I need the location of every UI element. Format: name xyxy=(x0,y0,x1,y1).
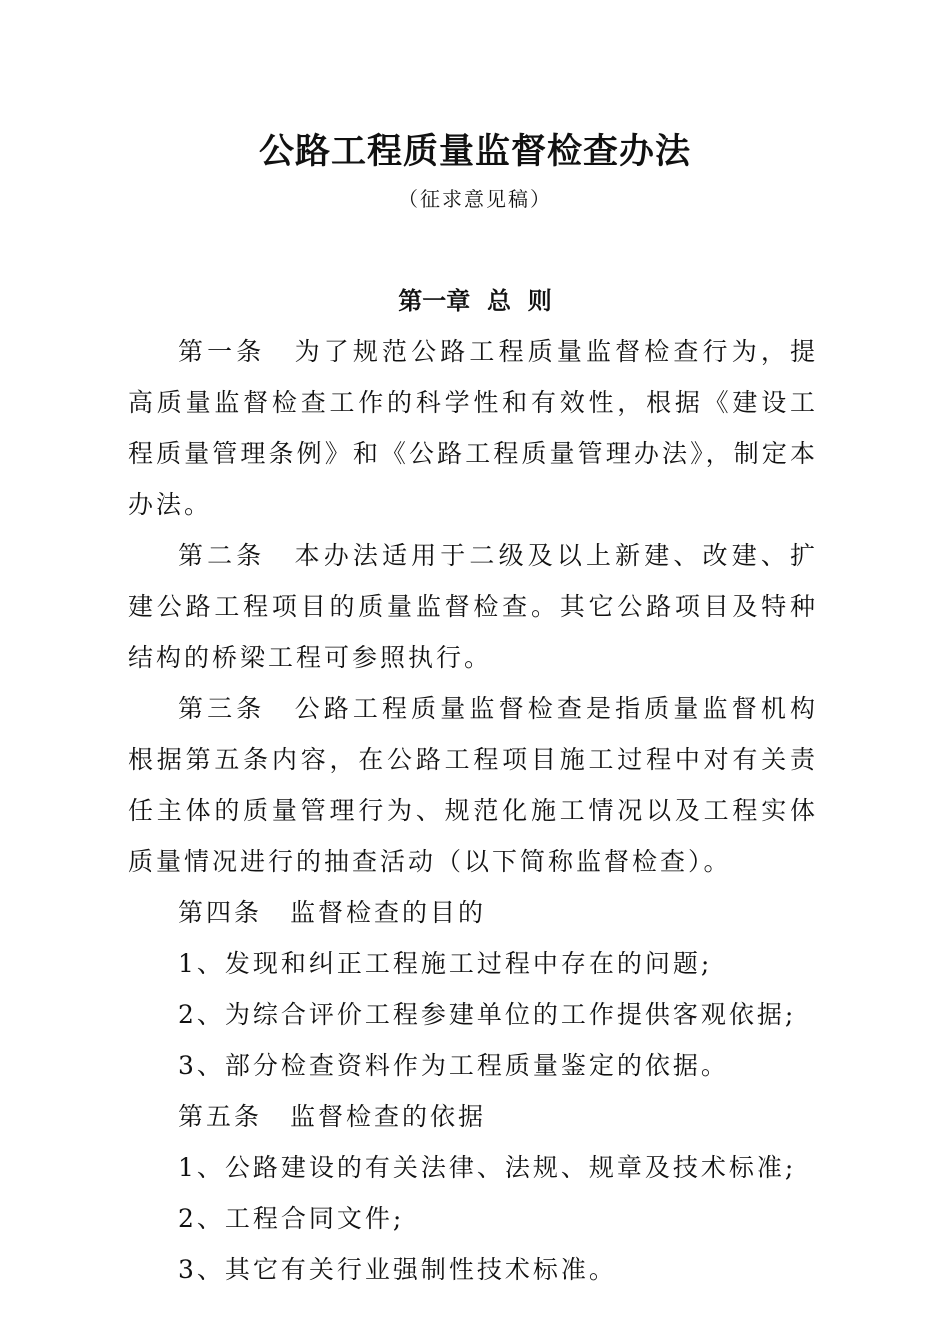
document-title: 公路工程质量监督检查办法 xyxy=(258,132,691,172)
article-number: 第三条 xyxy=(178,694,295,723)
list-item-text: 3、部分检查资料作为工程质量鉴定的依据。 xyxy=(178,1051,729,1080)
article-text: 本办法适用于二级及以上新建、改建、扩建公路工程项目的质量监督检查。其它公路项目及特种结构的桥梁工程可参照执行。 xyxy=(128,541,818,672)
list-item-text: 2、为综合评价工程参建单位的工作提供客观依据; xyxy=(178,1000,797,1029)
document-subtitle: （征求意见稿） xyxy=(398,187,552,211)
article-text: 为了规范公路工程质量监督检查行为，提高质量监督检查工作的科学性和有效性，根据《建设工程质量管理条例》和《公路工程质量管理办法》，制定本办法。 xyxy=(128,337,818,519)
list-item xyxy=(128,989,818,1040)
article-5 xyxy=(128,1091,818,1142)
article-3 xyxy=(128,683,818,887)
list-item-text: 3、其它有关行业强制性技术标准。 xyxy=(178,1255,617,1284)
article-number: 第二条 xyxy=(178,541,295,570)
article-1 xyxy=(128,326,818,530)
article-text: 监督检查的依据 xyxy=(290,1102,487,1131)
list-item xyxy=(128,1244,818,1295)
list-item xyxy=(128,1193,818,1244)
document-body xyxy=(128,326,818,1295)
article-number: 第一条 xyxy=(178,337,295,366)
list-item xyxy=(128,1040,818,1091)
article-2 xyxy=(128,530,818,683)
article-number: 第四条 xyxy=(178,898,291,927)
list-item-text: 1、发现和纠正工程施工过程中存在的问题; xyxy=(178,949,713,978)
article-4 xyxy=(128,887,818,938)
article-text: 公路工程质量监督检查是指质量监督机构根据第五条内容，在公路工程项目施工过程中对有关责任主体的质量管理行为、规范化施工情况以及工程实体质量情况进行的抽查活动（以下简称监督检查）。 xyxy=(128,694,818,876)
article-number: 第五条 xyxy=(178,1102,291,1131)
list-item-text: 1、公路建设的有关法律、法规、规章及技术标准; xyxy=(178,1153,797,1182)
list-item xyxy=(128,938,818,989)
list-item xyxy=(128,1142,818,1193)
article-text: 监督检查的目的 xyxy=(290,898,487,927)
chapter-heading: 第一章 总 则 xyxy=(398,287,552,315)
list-item-text: 2、工程合同文件; xyxy=(178,1204,405,1233)
